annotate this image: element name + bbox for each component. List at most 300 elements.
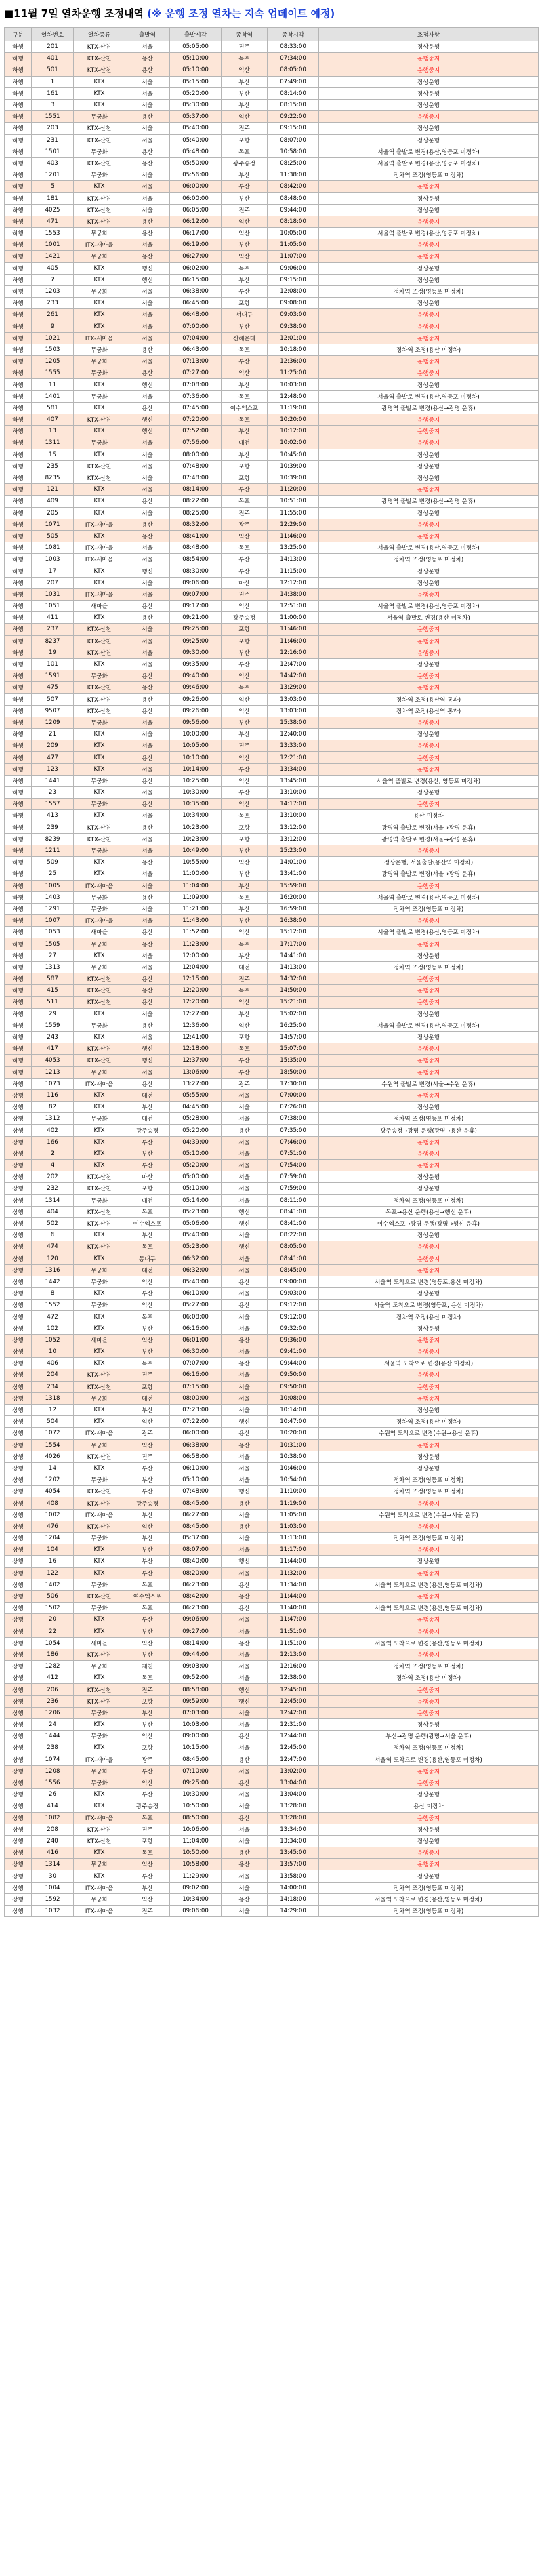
train-type-cell: ITX-새마을	[74, 1906, 125, 1917]
arrival-station-cell: 서울	[222, 1906, 268, 1917]
departure-time-cell: 05:40:00	[170, 1276, 222, 1287]
arrival-station-cell: 용산	[222, 1300, 268, 1311]
train-type-cell: 무궁화	[74, 1020, 125, 1031]
departure-station-cell: 부산	[125, 1474, 170, 1486]
adjustment-cell: 운행중지	[319, 752, 539, 763]
arrival-time-cell: 13:25:00	[268, 542, 319, 554]
train-type-cell: KTX-산천	[74, 53, 125, 64]
arrival-time-cell: 10:18:00	[268, 344, 319, 355]
departure-station-cell: 서울	[125, 763, 170, 775]
train-number-cell: 1203	[32, 285, 74, 297]
table-row	[5, 658, 539, 670]
table-row	[5, 1870, 539, 1882]
departure-time-cell: 10:30:00	[170, 787, 222, 799]
table-row	[5, 1428, 539, 1439]
departure-station-cell: 용산	[125, 111, 170, 123]
table-header	[5, 28, 539, 41]
arrival-station-cell: 용산	[222, 1859, 268, 1870]
departure-time-cell: 13:27:00	[170, 1078, 222, 1089]
adjustment-cell: 정상운행	[319, 1102, 539, 1113]
adjustment-cell: 운행중지	[319, 1346, 539, 1358]
train-number-cell: 234	[32, 1381, 74, 1392]
direction-cell: 하행	[5, 239, 32, 251]
departure-station-cell: 서울	[125, 740, 170, 752]
arrival-time-cell: 11:07:00	[268, 251, 319, 262]
train-number-cell: 404	[32, 1206, 74, 1217]
arrival-time-cell: 10:38:00	[268, 1451, 319, 1462]
direction-cell: 상행	[5, 1276, 32, 1287]
arrival-time-cell: 12:51:00	[268, 601, 319, 612]
train-number-cell: 12	[32, 1404, 74, 1415]
departure-time-cell: 05:10:00	[170, 64, 222, 76]
departure-station-cell: 부산	[125, 1462, 170, 1474]
departure-time-cell: 06:10:00	[170, 1288, 222, 1300]
train-number-cell: 502	[32, 1217, 74, 1229]
table-row	[5, 1264, 539, 1276]
departure-station-cell: 목포	[125, 1241, 170, 1253]
table-row	[5, 111, 539, 123]
departure-time-cell: 05:00:00	[170, 1171, 222, 1183]
table-row	[5, 228, 539, 239]
departure-station-cell: 서울	[125, 181, 170, 193]
train-type-cell: KTX	[74, 426, 125, 437]
train-number-cell: 1556	[32, 1777, 74, 1788]
table-row	[5, 285, 539, 297]
train-number-cell: 409	[32, 496, 74, 507]
train-number-cell: 1001	[32, 239, 74, 251]
table-row	[5, 1603, 539, 1614]
arrival-station-cell: 익산	[222, 1020, 268, 1031]
arrival-time-cell: 09:12:00	[268, 1311, 319, 1323]
arrival-station-cell: 목포	[222, 262, 268, 274]
train-number-cell: 1206	[32, 1707, 74, 1718]
departure-time-cell: 05:10:00	[170, 53, 222, 64]
departure-station-cell: 서울	[125, 169, 170, 181]
adjustment-cell: 정상운행	[319, 449, 539, 460]
train-type-cell: 무궁화	[74, 285, 125, 297]
arrival-station-cell: 부산	[222, 356, 268, 367]
table-row	[5, 577, 539, 588]
arrival-time-cell: 13:34:00	[268, 763, 319, 775]
departure-time-cell: 07:27:00	[170, 367, 222, 379]
arrival-station-cell: 행신	[222, 1695, 268, 1707]
direction-cell: 하행	[5, 321, 32, 332]
departure-time-cell: 06:38:00	[170, 1439, 222, 1451]
departure-station-cell: 서울	[125, 624, 170, 635]
direction-cell: 상행	[5, 1102, 32, 1113]
table-row	[5, 1031, 539, 1043]
adjustment-cell: 정차역 조정(용산역 통과)	[319, 693, 539, 705]
arrival-time-cell: 10:08:00	[268, 1392, 319, 1404]
arrival-station-cell: 부산	[222, 239, 268, 251]
arrival-station-cell: 익산	[222, 775, 268, 786]
adjustment-cell: 광명역 출발로 변경(서울→광명 운휴)	[319, 822, 539, 833]
departure-time-cell: 10:30:00	[170, 1789, 222, 1800]
train-type-cell: KTX	[74, 1672, 125, 1684]
adjustment-cell: 정차역 조정(영등포 미정차)	[319, 285, 539, 297]
adjustment-cell: 정차역 조정(영등포 미정차)	[319, 1533, 539, 1544]
train-type-cell: KTX-산천	[74, 1217, 125, 1229]
departure-station-cell: 용산	[125, 53, 170, 64]
train-type-cell: 무궁화	[74, 670, 125, 682]
train-number-cell: 205	[32, 507, 74, 519]
train-type-cell: KTX-산천	[74, 1206, 125, 1217]
train-type-cell: 무궁화	[74, 1264, 125, 1276]
direction-cell: 상행	[5, 1719, 32, 1731]
departure-time-cell: 05:37:00	[170, 111, 222, 123]
arrival-time-cell: 11:44:00	[268, 1590, 319, 1602]
adjustment-cell: 광명역 출발로 변경(서울→광명 운휴)	[319, 833, 539, 845]
direction-cell: 상행	[5, 1754, 32, 1765]
arrival-station-cell: 용산	[222, 1893, 268, 1905]
arrival-station-cell: 용산	[222, 1334, 268, 1346]
adjustment-cell: 정상운행	[319, 262, 539, 274]
table-row	[5, 1684, 539, 1695]
departure-time-cell: 06:12:00	[170, 216, 222, 227]
train-type-cell: KTX	[74, 1346, 125, 1358]
table-row	[5, 251, 539, 262]
arrival-station-cell: 부산	[222, 1055, 268, 1066]
column-header: 열차번호	[32, 28, 74, 41]
direction-cell: 상행	[5, 1264, 32, 1276]
direction-cell: 상행	[5, 1649, 32, 1660]
train-type-cell: KTX	[74, 950, 125, 961]
departure-station-cell: 익산	[125, 1334, 170, 1346]
direction-cell: 상행	[5, 1381, 32, 1392]
table-row	[5, 601, 539, 612]
departure-time-cell: 09:26:00	[170, 693, 222, 705]
table-row	[5, 822, 539, 833]
departure-time-cell: 12:36:00	[170, 1020, 222, 1031]
adjustment-cell: 정차역 조정(용산 미정차)	[319, 1311, 539, 1323]
departure-station-cell: 부산	[125, 1148, 170, 1159]
arrival-station-cell: 부산	[222, 321, 268, 332]
direction-cell: 하행	[5, 717, 32, 728]
arrival-station-cell: 진주	[222, 507, 268, 519]
direction-cell: 하행	[5, 985, 32, 997]
table-row	[5, 1777, 539, 1788]
departure-station-cell: 대전	[125, 1264, 170, 1276]
table-row	[5, 542, 539, 554]
table-row	[5, 775, 539, 786]
arrival-station-cell: 부산	[222, 763, 268, 775]
train-number-cell: 1032	[32, 1906, 74, 1917]
direction-cell: 상행	[5, 1544, 32, 1556]
arrival-time-cell: 09:50:00	[268, 1369, 319, 1381]
direction-cell: 하행	[5, 111, 32, 123]
arrival-time-cell: 13:28:00	[268, 1812, 319, 1824]
arrival-time-cell: 08:05:00	[268, 1241, 319, 1253]
direction-cell: 하행	[5, 763, 32, 775]
arrival-time-cell: 13:33:00	[268, 740, 319, 752]
direction-cell: 하행	[5, 181, 32, 193]
train-type-cell: 무궁화	[74, 367, 125, 379]
train-type-cell: ITX-새마을	[74, 239, 125, 251]
table-row	[5, 833, 539, 845]
table-row	[5, 1462, 539, 1474]
arrival-time-cell: 13:12:00	[268, 822, 319, 833]
adjustment-cell: 정차역 조정(영등포 미정차)	[319, 1113, 539, 1125]
train-type-cell: KTX	[74, 1136, 125, 1148]
direction-cell: 상행	[5, 1334, 32, 1346]
departure-station-cell: 진주	[125, 1369, 170, 1381]
table-row	[5, 1113, 539, 1125]
departure-station-cell: 행신	[125, 379, 170, 390]
train-type-cell: KTX	[74, 507, 125, 519]
arrival-station-cell: 용산	[222, 1125, 268, 1136]
departure-station-cell: 서울	[125, 204, 170, 216]
departure-time-cell: 08:45:00	[170, 1754, 222, 1765]
train-type-cell: KTX	[74, 1230, 125, 1241]
departure-station-cell: 부산	[125, 1288, 170, 1300]
table-row	[5, 1288, 539, 1300]
train-type-cell: 무궁화	[74, 1276, 125, 1287]
departure-station-cell: 익산	[125, 1893, 170, 1905]
arrival-station-cell: 부산	[222, 845, 268, 856]
arrival-time-cell: 09:32:00	[268, 1323, 319, 1334]
arrival-time-cell: 13:03:00	[268, 705, 319, 717]
departure-station-cell: 부산	[125, 1556, 170, 1567]
adjustment-cell: 정상운행	[319, 460, 539, 472]
departure-time-cell: 10:06:00	[170, 1824, 222, 1835]
arrival-station-cell: 용산	[222, 1358, 268, 1369]
direction-cell: 상행	[5, 1241, 32, 1253]
direction-cell: 상행	[5, 1521, 32, 1532]
departure-time-cell: 11:21:00	[170, 903, 222, 914]
train-number-cell: 477	[32, 752, 74, 763]
departure-station-cell: 서울	[125, 437, 170, 449]
arrival-station-cell: 여수엑스포	[222, 402, 268, 414]
departure-station-cell: 진주	[125, 1906, 170, 1917]
table-row	[5, 1066, 539, 1078]
departure-station-cell: 익산	[125, 1731, 170, 1742]
direction-cell: 하행	[5, 64, 32, 76]
arrival-time-cell: 07:38:00	[268, 1113, 319, 1125]
departure-station-cell: 용산	[125, 705, 170, 717]
arrival-station-cell: 서울	[222, 1882, 268, 1893]
direction-cell: 하행	[5, 729, 32, 740]
table-row	[5, 565, 539, 577]
arrival-station-cell: 익산	[222, 228, 268, 239]
train-type-cell: KTX-산천	[74, 1369, 125, 1381]
adjustment-cell: 서울역 도착으로 변경(영등포, 용산 미정차)	[319, 1300, 539, 1311]
direction-cell: 하행	[5, 1008, 32, 1020]
departure-station-cell: 서울	[125, 356, 170, 367]
arrival-time-cell: 12:45:00	[268, 1695, 319, 1707]
departure-station-cell: 서울	[125, 729, 170, 740]
departure-station-cell: 용산	[125, 775, 170, 786]
adjustment-cell: 운행중지	[319, 799, 539, 810]
train-type-cell: KTX	[74, 402, 125, 414]
departure-time-cell: 10:10:00	[170, 752, 222, 763]
departure-time-cell: 08:07:00	[170, 1544, 222, 1556]
train-type-cell: KTX	[74, 577, 125, 588]
departure-time-cell: 06:48:00	[170, 309, 222, 321]
table-row	[5, 402, 539, 414]
arrival-station-cell: 익산	[222, 799, 268, 810]
train-type-cell: 무궁화	[74, 903, 125, 914]
adjustment-cell: 운행중지	[319, 1381, 539, 1392]
adjustment-cell: 정상운행	[319, 379, 539, 390]
adjustment-cell: 서울역 출발로 변경(용산,영등포 미정차)	[319, 146, 539, 157]
train-number-cell: 1282	[32, 1661, 74, 1672]
departure-time-cell: 09:21:00	[170, 612, 222, 624]
departure-station-cell: 서울	[125, 309, 170, 321]
arrival-station-cell: 용산	[222, 1637, 268, 1649]
adjustment-cell: 운행중지	[319, 1707, 539, 1718]
departure-time-cell: 06:17:00	[170, 228, 222, 239]
arrival-station-cell: 대전	[222, 961, 268, 973]
adjustment-cell: 서울역 출발로 변경(용산,영등포 미정차)	[319, 891, 539, 903]
train-number-cell: 1312	[32, 1113, 74, 1125]
adjustment-cell: 정상운행	[319, 193, 539, 204]
direction-cell: 하행	[5, 682, 32, 693]
train-type-cell: KTX-산천	[74, 1824, 125, 1835]
adjustment-cell: 운행중지	[319, 1055, 539, 1066]
table-body	[5, 41, 539, 1917]
departure-time-cell: 07:48:00	[170, 472, 222, 483]
train-type-cell: KTX-산천	[74, 204, 125, 216]
table-row	[5, 472, 539, 483]
train-type-cell: 무궁화	[74, 799, 125, 810]
arrival-station-cell: 서울	[222, 1264, 268, 1276]
train-number-cell: 8235	[32, 472, 74, 483]
table-row	[5, 496, 539, 507]
departure-time-cell: 13:06:00	[170, 1066, 222, 1078]
adjustment-cell: 정상운행	[319, 134, 539, 146]
arrival-time-cell: 08:05:00	[268, 64, 319, 76]
adjustment-cell: 운행중지	[319, 1614, 539, 1626]
adjustment-cell: 정상운행	[319, 658, 539, 670]
direction-cell: 상행	[5, 1603, 32, 1614]
table-row	[5, 1078, 539, 1089]
train-type-cell: KTX	[74, 1089, 125, 1101]
adjustment-cell: 서울역 도착으로 변경(용산,영등포 미정차)	[319, 1754, 539, 1765]
arrival-time-cell: 13:03:00	[268, 693, 319, 705]
arrival-station-cell: 광주	[222, 519, 268, 530]
direction-cell: 하행	[5, 426, 32, 437]
train-number-cell: 166	[32, 1136, 74, 1148]
direction-cell: 하행	[5, 799, 32, 810]
direction-cell: 하행	[5, 379, 32, 390]
train-type-cell: 무궁화	[74, 1439, 125, 1451]
table-row	[5, 1824, 539, 1835]
departure-time-cell: 08:14:00	[170, 1637, 222, 1649]
train-type-cell: KTX-산천	[74, 833, 125, 845]
direction-cell: 하행	[5, 845, 32, 856]
table-row	[5, 1334, 539, 1346]
arrival-station-cell: 포항	[222, 298, 268, 309]
departure-time-cell: 06:00:00	[170, 181, 222, 193]
direction-cell: 상행	[5, 1556, 32, 1567]
departure-station-cell: 서울	[125, 1066, 170, 1078]
train-number-cell: 416	[32, 1847, 74, 1859]
table-row	[5, 379, 539, 390]
train-type-cell: ITX-새마을	[74, 332, 125, 344]
train-type-cell: KTX-산천	[74, 64, 125, 76]
train-type-cell: KTX-산천	[74, 973, 125, 985]
table-row	[5, 880, 539, 891]
direction-cell: 하행	[5, 868, 32, 880]
train-number-cell: 13	[32, 426, 74, 437]
arrival-time-cell: 12:48:00	[268, 390, 319, 402]
table-row	[5, 787, 539, 799]
table-row	[5, 1323, 539, 1334]
direction-cell: 상행	[5, 1765, 32, 1777]
arrival-time-cell: 17:17:00	[268, 938, 319, 950]
arrival-station-cell: 용산	[222, 1579, 268, 1590]
table-row	[5, 717, 539, 728]
departure-time-cell: 07:23:00	[170, 1404, 222, 1415]
arrival-time-cell: 11:10:00	[268, 1486, 319, 1497]
train-number-cell: 1201	[32, 169, 74, 181]
train-number-cell: 4026	[32, 1451, 74, 1462]
departure-time-cell: 05:20:00	[170, 1160, 222, 1171]
adjustment-cell: 운행중지	[319, 1567, 539, 1579]
departure-station-cell: 부산	[125, 1626, 170, 1637]
adjustment-cell: 정차역 조정(용산 미정차)	[319, 1416, 539, 1428]
train-type-cell: 무궁화	[74, 1731, 125, 1742]
train-type-cell: KTX-산천	[74, 822, 125, 833]
departure-time-cell: 07:13:00	[170, 356, 222, 367]
train-number-cell: 415	[32, 985, 74, 997]
arrival-station-cell: 포항	[222, 822, 268, 833]
departure-station-cell: 포항	[125, 1183, 170, 1194]
train-number-cell: 1053	[32, 927, 74, 938]
train-number-cell: 505	[32, 530, 74, 542]
departure-station-cell: 목포	[125, 1812, 170, 1824]
departure-station-cell: 용산	[125, 64, 170, 76]
train-number-cell: 116	[32, 1089, 74, 1101]
train-type-cell: KTX-산천	[74, 41, 125, 53]
arrival-station-cell: 행신	[222, 1217, 268, 1229]
train-type-cell: KTX	[74, 1789, 125, 1800]
train-type-cell: ITX-새마을	[74, 588, 125, 600]
column-header: 출발시각	[170, 28, 222, 41]
arrival-station-cell: 서울	[222, 1160, 268, 1171]
arrival-station-cell: 서울	[222, 1614, 268, 1626]
train-type-cell: KTX-산천	[74, 472, 125, 483]
arrival-time-cell: 09:03:00	[268, 1288, 319, 1300]
table-row	[5, 752, 539, 763]
departure-time-cell: 08:25:00	[170, 507, 222, 519]
direction-cell: 하행	[5, 588, 32, 600]
arrival-station-cell: 목포	[222, 344, 268, 355]
train-number-cell: 412	[32, 1672, 74, 1684]
adjustment-cell: 서울역 출발로 변경(용산,영등포 미정차)	[319, 1020, 539, 1031]
departure-time-cell: 10:23:00	[170, 822, 222, 833]
train-number-cell: 2	[32, 1148, 74, 1159]
departure-time-cell: 08:42:00	[170, 1590, 222, 1602]
table-row	[5, 1253, 539, 1264]
departure-station-cell: 용산	[125, 670, 170, 682]
train-number-cell: 208	[32, 1824, 74, 1835]
adjustment-cell: 서울역 출발로 변경(용산,영등포 미정차)	[319, 542, 539, 554]
adjustment-cell: 운행중지	[319, 437, 539, 449]
train-number-cell: 261	[32, 309, 74, 321]
table-row	[5, 1451, 539, 1462]
train-type-cell: KTX-산천	[74, 193, 125, 204]
arrival-time-cell: 07:59:00	[268, 1183, 319, 1194]
arrival-time-cell: 14:41:00	[268, 950, 319, 961]
table-row	[5, 740, 539, 752]
direction-cell: 하행	[5, 274, 32, 285]
arrival-time-cell: 13:34:00	[268, 1835, 319, 1847]
arrival-time-cell: 08:33:00	[268, 41, 319, 53]
train-number-cell: 587	[32, 973, 74, 985]
adjustment-cell: 운행중지	[319, 530, 539, 542]
train-number-cell: 509	[32, 857, 74, 868]
